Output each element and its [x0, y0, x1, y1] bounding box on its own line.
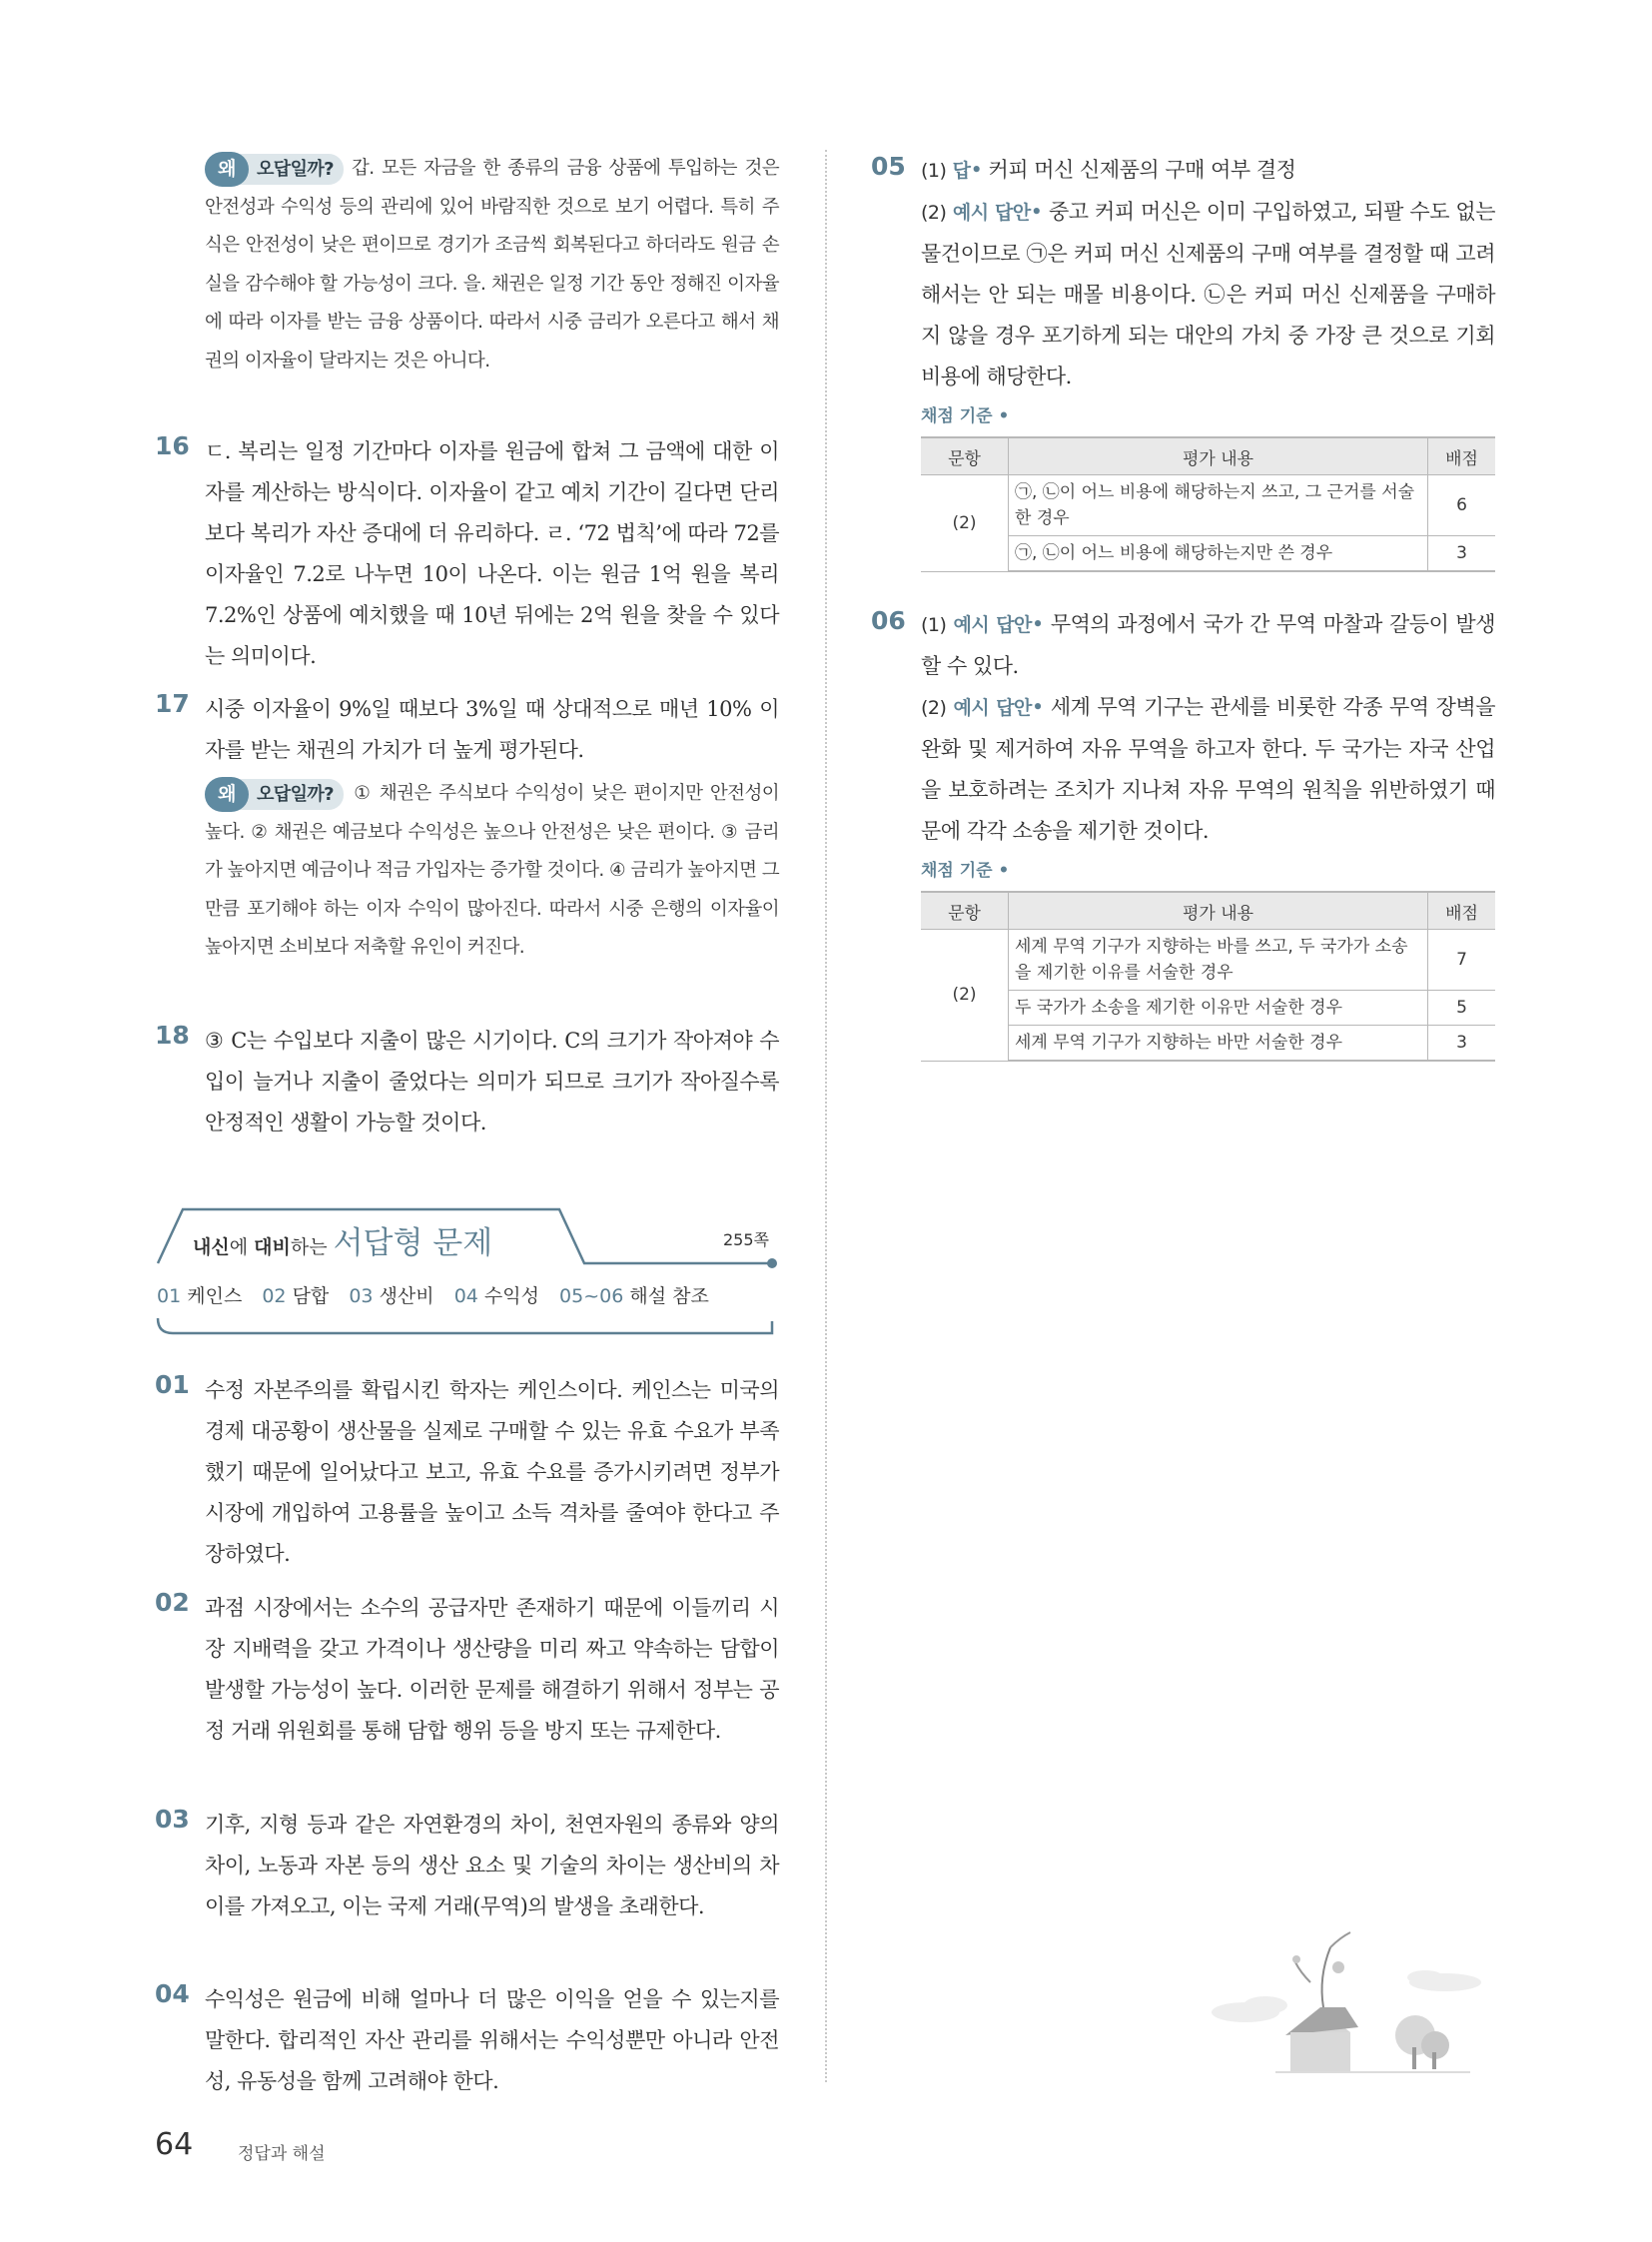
why-wrong-badge: 왜 오답일까?: [205, 779, 344, 810]
answer-05-2: (2) 예시 답안• 중고 커피 머신은 이미 구입하였고, 되팔 수도 없는 물건이므로 ㉠은 커피 머신 신제품의 구매 여부를 결정할 때 고려해서는 안 되는 매몰 비용이다. ㉡은 커피 머신 신제품을 구매하지 않을 경우 포기하게 되는 대안의 가치 중 가장 큰 것으로 기회비용에 해당한다.: [921, 200, 1495, 388]
header-content: 평가 내용: [1009, 437, 1428, 475]
page-reference: 255쪽: [723, 1230, 769, 1249]
criteria-label: 채점 기준 •: [921, 406, 1010, 426]
table-row: 세계 무역 기구가 지향하는 바만 서술한 경우 3: [921, 1026, 1495, 1062]
table-row: (2) ㉠, ㉡이 어느 비용에 해당하는지 쓰고, 그 근거를 서술한 경우 6: [921, 475, 1495, 536]
answer-key-row: 01 케인스 02 담합 03 생산비 04 수익성 05~06 해설 참조: [157, 1285, 709, 1307]
why-wrong-text: 갑. 모든 자금을 한 종류의 금융 상품에 투입하는 것은 안전성과 수익성 등의 관리에 있어 바람직한 것으로 보기 어렵다. 특히 주식은 안전성이 낮은 편이므로 경기가 조금씩 회복된다고 하더라도 원금 손실을 감수해야 할 가능성이 크다. 을. 채권은 일정 기간 동안 정해진 이자율에 따라 이자를 받는 금융 상품이다. 따라서 시중 금리가 오른다고 해서 채권의 이자율이 달라지는 것은 아니다.: [205, 158, 779, 372]
scoring-table-05: [921, 436, 1495, 572]
why-wrong-block-2: [205, 775, 779, 968]
answer-17: [155, 689, 779, 968]
question-number: 01: [155, 1370, 190, 1399]
question-number: 16: [155, 431, 190, 460]
answer-03: [155, 1805, 779, 1927]
column-divider: [825, 150, 827, 2082]
answer-text: 기후, 지형 등과 같은 자연환경의 차이, 천연자원의 종류와 양의 차이, 노동과 자본 등의 생산 요소 및 기술의 차이는 생산비의 차이를 가져오고, 이는 국제 거래(무역)의 발생을 초래한다.: [205, 1813, 779, 1918]
header-item: 문항: [921, 437, 1009, 475]
house-illustration: [1181, 1927, 1500, 2097]
answer-05: [871, 150, 1495, 572]
header-score: 배점: [1428, 437, 1496, 475]
answer-text: 시중 이자율이 9%일 때보다 3%일 때 상대적으로 매년 10% 이자를 받는 채권의 가치가 더 높게 평가된다.: [205, 697, 779, 762]
answer-01: [155, 1370, 779, 1575]
answer-text: 과점 시장에서는 소수의 공급자만 존재하기 때문에 이들끼리 시장 지배력을 갖고 가격이나 생산량을 미리 짜고 약속하는 담합이 발생할 가능성이 높다. 이러한 문제를 해결하기 위해서 정부는 공정 거래 위원회를 통해 담합 행위 등을 방지 또는 규제한다.: [205, 1596, 779, 1743]
criteria-label: 채점 기준 •: [921, 861, 1010, 881]
question-number: 03: [155, 1805, 190, 1834]
answer-16: [155, 431, 779, 677]
table-row: (2) 세계 무역 기구가 지향하는 바를 쓰고, 두 국가가 소송을 제기한 이유를 서술한 경우 7: [921, 930, 1495, 991]
why-wrong-text: ① 채권은 주식보다 수익성이 낮은 편이지만 안전성이 높다. ② 채권은 예금보다 수익성은 높으나 안전성은 낮은 편이다. ③ 금리가 높아지면 예금이나 적금 가입자는 증가할 것이다. ④ 금리가 높아지면 그만큼 포기해야 하는 이자 수익이 많아진다. 따라서 시중 은행의 이자율이 높아지면 소비보다 저축할 유인이 커진다.: [205, 783, 779, 958]
answer-06-1: (1) 예시 답안• 무역의 과정에서 국가 간 무역 마찰과 갈등이 발생할 수 있다.: [921, 612, 1495, 678]
question-number: 06: [871, 606, 906, 635]
footer-label: 정답과 해설: [238, 2144, 326, 2164]
header-item: 문항: [921, 892, 1009, 930]
question-number: 04: [155, 1979, 190, 2008]
table-row: ㉠, ㉡이 어느 비용에 해당하는지만 쓴 경우 3: [921, 536, 1495, 572]
answer-04: [155, 1979, 779, 2102]
answer-text: 수익성은 원금에 비해 얼마나 더 많은 이익을 얻을 수 있는지를 말한다. 합리적인 자산 관리를 위해서는 수익성뿐만 아니라 안전성, 유동성을 함께 고려해야 한다.: [205, 1987, 779, 2093]
answer-text: 수정 자본주의를 확립시킨 학자는 케인스이다. 케인스는 미국의 경제 대공황이 생산물을 실제로 구매할 수 있는 유효 수요가 부족했기 때문에 일어났다고 보고, 유효 수요를 증가시키려면 정부가 시장에 개입하여 고용률을 높이고 소득 격차를 줄여야 한다고 주장하였다.: [205, 1378, 779, 1566]
question-number: 05: [871, 152, 906, 181]
question-number: 17: [155, 689, 190, 718]
answer-05-1: (1) 답• 커피 머신 신제품의 구매 여부 결정: [921, 158, 1296, 182]
scoring-table-06: [921, 891, 1495, 1062]
question-number: 18: [155, 1021, 190, 1050]
answer-18: [155, 1021, 779, 1143]
why-wrong-badge: 왜 오답일까?: [205, 154, 344, 185]
section-title: 내신에 대비하는 서답형 문제: [193, 1225, 493, 1261]
section-header: [155, 1203, 779, 1338]
header-score: 배점: [1428, 892, 1496, 930]
question-number: 02: [155, 1588, 190, 1617]
answer-02: [155, 1588, 779, 1752]
answer-06-2: (2) 예시 답안• 세계 무역 기구는 관세를 비롯한 각종 무역 장벽을 완화 및 제거하여 자유 무역을 하고자 한다. 두 국가는 자국 산업을 보호하려는 조치가 지나쳐 자유 무역의 원칙을 위반하였기 때문에 각각 소송을 제기한 것이다.: [921, 695, 1495, 843]
answer-text: ③ C는 수입보다 지출이 많은 시기이다. C의 크기가 작아져야 수입이 늘거나 지출이 줄었다는 의미가 되므로 크기가 작아질수록 안정적인 생활이 가능할 것이다.: [205, 1029, 779, 1134]
why-wrong-block-1: [155, 150, 779, 380]
page-number: 64: [155, 2127, 194, 2162]
answer-06: [871, 604, 1495, 1062]
answer-text: ㄷ. 복리는 일정 기간마다 이자를 원금에 합쳐 그 금액에 대한 이자를 계산하는 방식이다. 이자율이 같고 예치 기간이 길다면 단리보다 복리가 자산 증대에 더 유리하다. ㄹ. ‘72 법칙’에 따라 72를 이자율인 7.2로 나누면 10이 나온다. 이는 원금 1억 원을 복리 7.2%인 상품에 예치했을 때 10년 뒤에는 2억 원을 찾을 수 있다는 의미이다.: [205, 439, 779, 668]
table-row: 두 국가가 소송을 제기한 이유만 서술한 경우 5: [921, 991, 1495, 1026]
header-content: 평가 내용: [1009, 892, 1428, 930]
